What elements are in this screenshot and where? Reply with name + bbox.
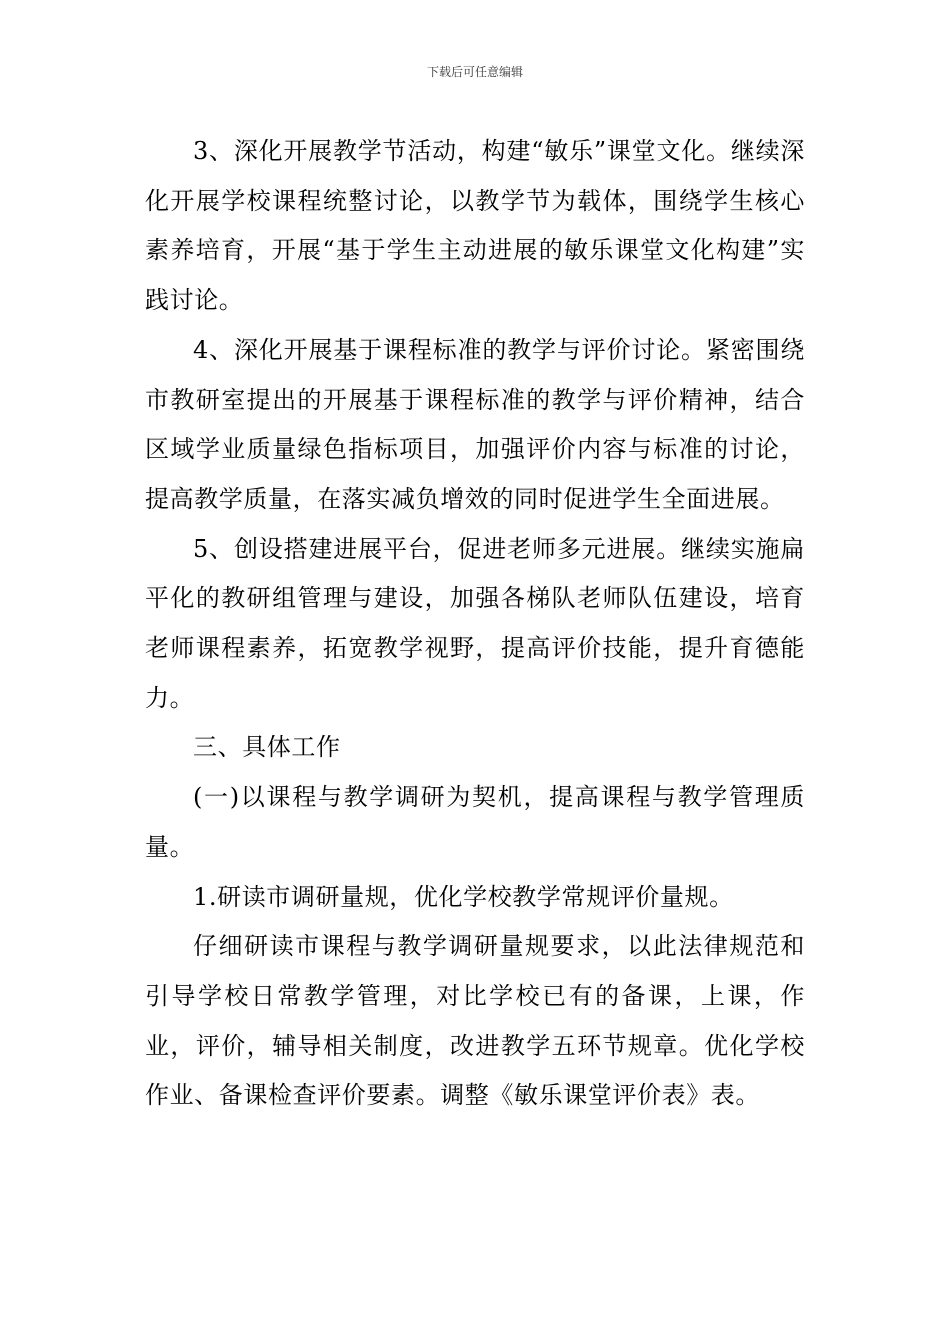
paragraph-curriculum-standards: 4、深化开展基于课程标准的教学与评价讨论。紧密围绕市教研室提出的开展基于课程标准的教学与评价精神，结合区域学业质量绿色指标项目，加强评价内容与标准的讨论，提高教学质量，在落实减负增效的同时促进学生全面进展。 — [145, 335, 805, 513]
page-header-note: 下载后可任意编辑 — [426, 65, 523, 79]
paragraph-study-rubric-detail: 仔细研读市课程与教学调研量规要求，以此法律规范和引导学校日常教学管理，对比学校已有的备课，上课，作业，评价，辅导相关制度，改进教学五环节规章。优化学校作业、备课检查评价要素。调整《敏乐课堂评价表》表。 — [145, 932, 805, 1110]
paragraph-teaching-festival: 3、深化开展教学节活动，构建“敏乐”课堂文化。继续深化开展学校课程统整讨论，以教学节为载体，围绕学生核心素养培育，开展“基于学生主动进展的敏乐课堂文化构建”实践讨论。 — [145, 137, 805, 315]
section-heading-specific-work: 三、具体工作 — [193, 733, 341, 762]
subsection-heading-research: (一)以课程与教学调研为契机，提高课程与教学管理质量。 — [145, 783, 805, 861]
paragraph-teacher-development: 5、创设搭建进展平台，促进老师多元进展。继续实施扁平化的教研组管理与建设，加强各梯队老师队伍建设，培育老师课程素养，拓宽教学视野，提高评价技能，提升育德能力。 — [145, 534, 805, 712]
document-body — [145, 127, 805, 1121]
item-heading-study-rubric: 1.研读市调研量规，优化学校教学常规评价量规。 — [193, 882, 734, 911]
